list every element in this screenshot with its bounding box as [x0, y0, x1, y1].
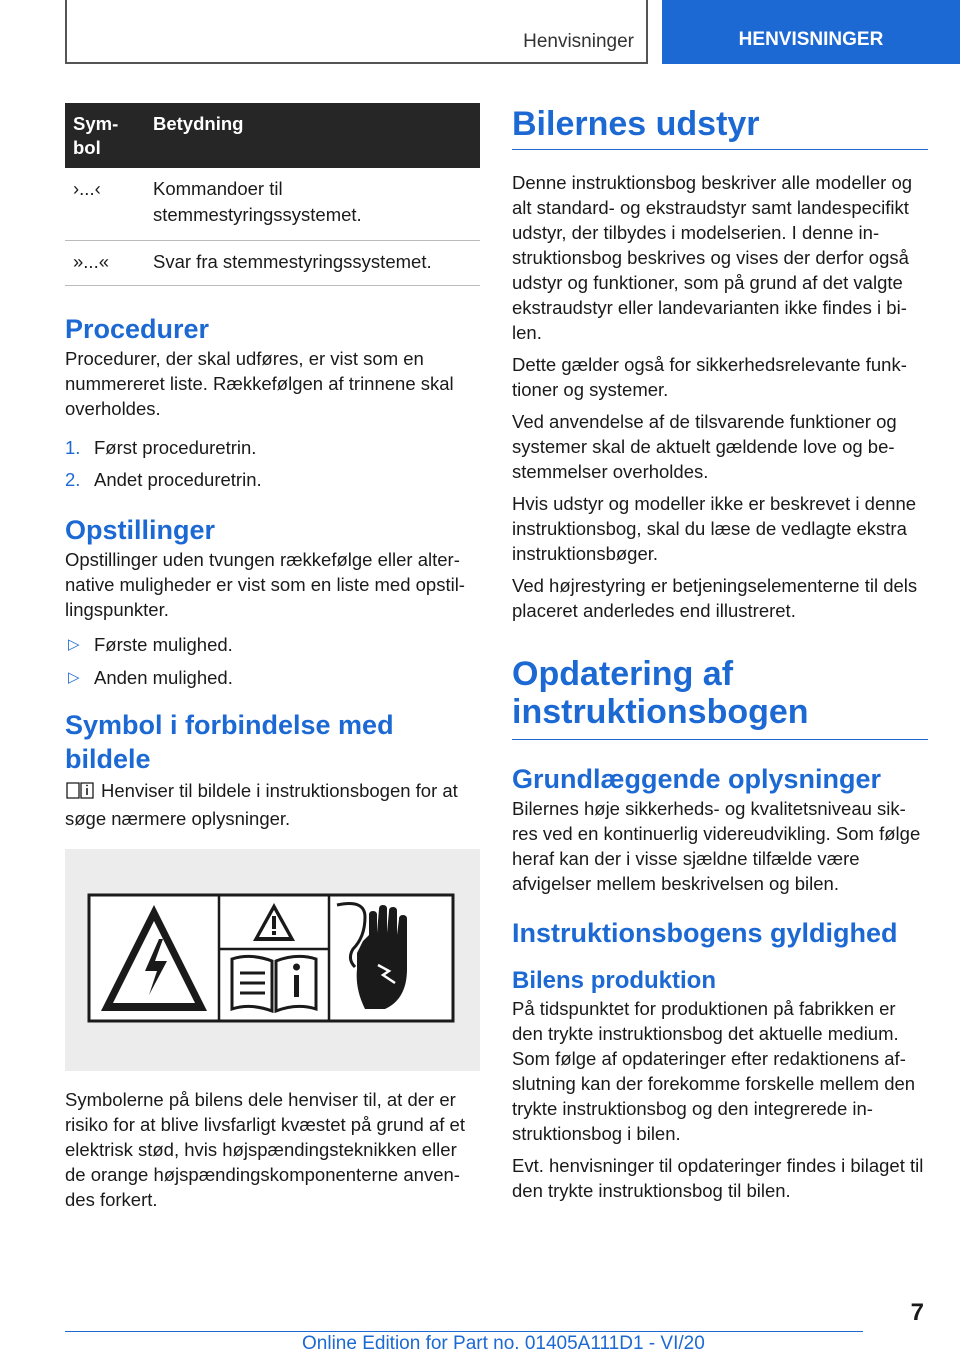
step-number: 1.: [65, 437, 81, 458]
opdatering-heading-block: [512, 655, 928, 740]
header-tab-label: HENVISNINGER: [738, 29, 884, 50]
udstyr-para-5: Ved højrestyring er betjeningselementerne til dels placeret anderledes end illustreret.: [512, 575, 918, 621]
header-tab[interactable]: [662, 0, 960, 64]
produktion-text-1: På tidspunktet for produktionen på fabrikken er den trykte instruktionsbog det aktuelle medium. Som følge af opdateringer efter redaktionens af‐slutning kan der forekomme forskelle mellem den trykte instruktionsbog og den integrerede in‐struktionsbog i bilen.: [512, 998, 916, 1144]
udstyr-para-2: Dette gælder også for sikkerhedsrelevante funk‐tioner og systemer.: [512, 354, 907, 400]
table-row: [65, 241, 480, 286]
opstillinger-heading: Opstillinger: [65, 515, 216, 545]
triangle-bullet-icon: ▷: [68, 669, 80, 686]
footer-edition: Online Edition for Part no. 01405A111D1 - VI/20: [302, 1333, 705, 1354]
option-list: [65, 632, 480, 690]
udstyr-heading: Bilernes udstyr: [512, 105, 760, 143]
header-section-title: Henvisninger: [523, 31, 634, 52]
triangle-bullet-icon: ▷: [68, 636, 80, 653]
th-sym-line1: Sym-: [73, 113, 119, 134]
symbol-section-text: [65, 778, 480, 831]
procedure-steps: [65, 435, 480, 492]
step-number: 2.: [65, 469, 81, 490]
table-cell-symbol: ›...‹: [65, 168, 145, 241]
procedurer-heading: Procedurer: [65, 314, 210, 344]
th-sym-line2: bol: [73, 137, 101, 158]
produktion-text-2: Evt. henvisninger til opdateringer findes i bilaget til den trykte instruktionsbog til bilen.: [512, 1155, 924, 1201]
page-number: 7: [910, 1299, 924, 1326]
step-text: Andet proceduretrin.: [94, 469, 262, 490]
opdatering-heading: Opdatering af instruktionsbogen: [512, 655, 809, 731]
produktion-heading: Bilens produktion: [512, 967, 716, 994]
table-cell-meaning: Svar fra stemmestyringssystemet.: [145, 241, 480, 286]
udstyr-heading-block: [512, 103, 928, 150]
table-header-symbol: [65, 103, 145, 168]
table-cell-meaning: Kommandoer til stemmestyringssystemet.: [145, 168, 480, 241]
footer-divider: [65, 1331, 863, 1332]
left-column: [65, 103, 480, 1212]
table-cell-symbol: »...«: [65, 241, 145, 286]
list-item: [65, 467, 480, 492]
symbol-table: [65, 103, 480, 286]
table-header-row: [65, 103, 480, 168]
right-column: [512, 103, 928, 1203]
grund-heading: Grundlæggende oplysninger: [512, 764, 882, 794]
udstyr-para-1: Denne instruktionsbog beskriver alle modeller og alt standard- og ekstraudstyr samt landespecifikt udstyr, der tilbydes i modelserien. I denne in‐struktionsbog beskrives og vises der derfor også udstyr og funktioner, som på grund af det valgte ekstraudstyr eller landevarianten ikke findes i bi‐len.: [512, 172, 913, 343]
symbol-section-body: Henviser til bildele i instruktionsbogen for at søge nærmere oplysninger.: [65, 780, 458, 829]
header-frame: [65, 0, 648, 64]
list-item: [65, 435, 480, 460]
grund-text: Bilernes høje sikkerheds- og kvalitetsniveau sik‐res ved en kontinuerlig videreudvikling. Som følge heraf kan der i visse sjældne tilfælde være afvigelser mellem beskrivelsen og bilen.: [512, 798, 921, 894]
list-item: [65, 665, 480, 690]
option-text: Anden mulighed.: [94, 667, 233, 688]
udstyr-para-3: Ved anvendelse af de tilsvarende funktioner og systemer skal de aktuelt gældende love og be‐stemmelser overholdes.: [512, 411, 897, 482]
hv-warning-figure: [65, 849, 480, 1071]
list-item: [65, 632, 480, 657]
hv-warning-label-icon: [65, 849, 480, 1071]
book-info-icon: [65, 780, 95, 806]
opstillinger-text: Opstillinger uden tvungen rækkefølge eller alter‐native muligheder er vist som en liste med opstil‐lingspunkter.: [65, 549, 465, 620]
symbol-section-heading: Symbol i forbindelse med bildele: [65, 710, 394, 774]
procedurer-text: Procedurer, der skal udføres, er vist som en nummereret liste. Rækkefølgen af trinnene skal overholdes.: [65, 348, 454, 419]
option-text: Første mulighed.: [94, 634, 233, 655]
figure-caption: Symbolerne på bilens dele henviser til, at der er risiko for at blive livsfarligt kvæstet på grund af et elektrisk stød, hvis højspændingsteknikken eller de orange højspændingskomponenterne anven‐des forkert.: [65, 1089, 465, 1210]
gyldighed-heading: Instruktionsbogens gyldighed: [512, 918, 898, 948]
udstyr-para-4: Hvis udstyr og modeller ikke er beskrevet i denne instruktionsbog, skal du læse de vedlagte ekstra instruktionsbøger.: [512, 493, 917, 564]
step-text: Først proceduretrin.: [94, 437, 257, 458]
table-header-meaning: Betydning: [145, 103, 480, 168]
table-row: [65, 168, 480, 241]
